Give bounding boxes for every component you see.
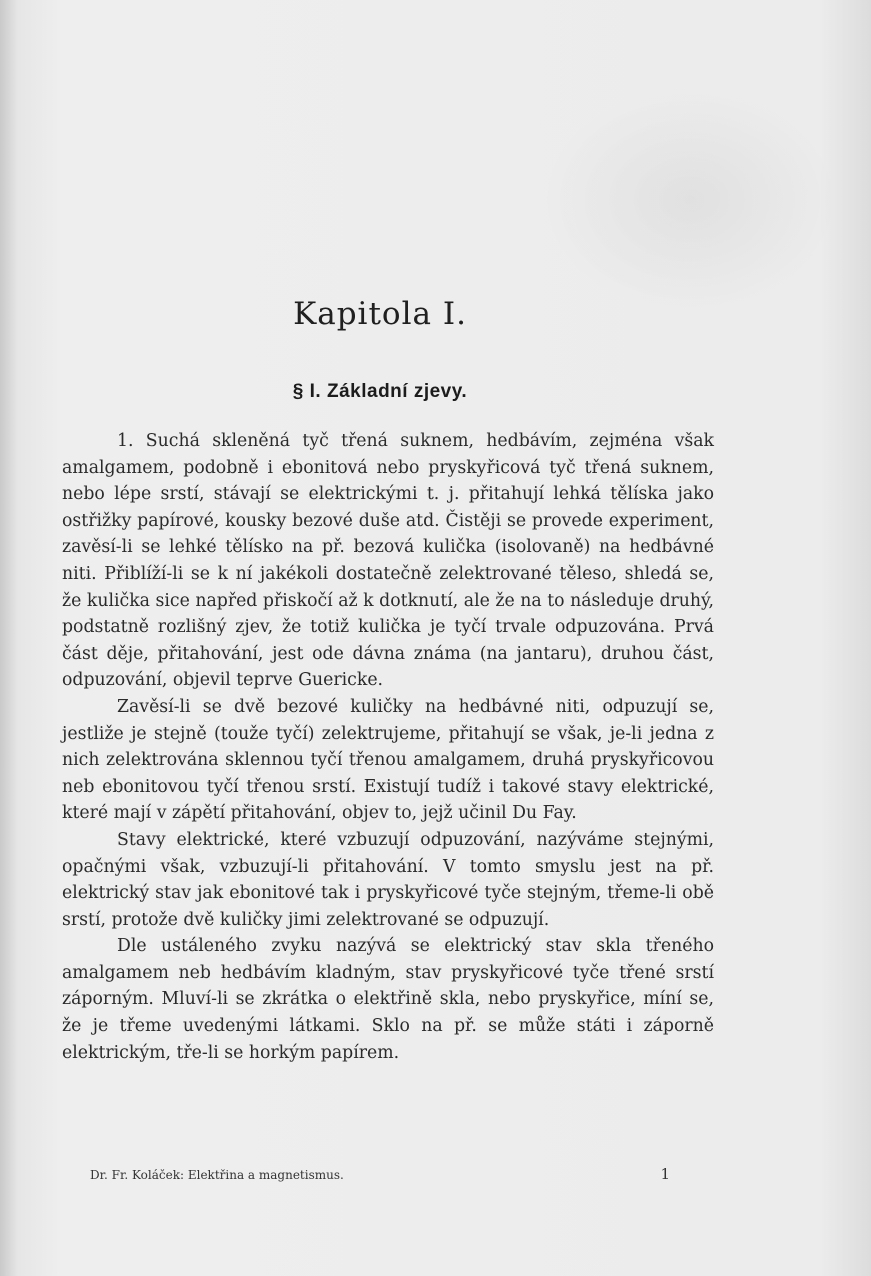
body-text bbox=[62, 428, 714, 1066]
bleed-through-shadow bbox=[540, 85, 840, 315]
chapter-title: Kapitola I. bbox=[293, 296, 467, 332]
paragraph-4: Dle ustáleného zvyku nazývá se elektrický stav skla třeného amalgamem neb hedbávím kladným, stav pryskyřicové tyče třené srstí záporným. Mluví-li se zkrátka o elektřině skla, nebo pryskyřice, míní se, že je třeme uvedenými látkami. Sklo na př. se může státi i záporně elektrickým, tře-li se horkým papírem. bbox=[62, 936, 714, 1063]
page-footer bbox=[90, 1165, 700, 1183]
paragraph-3: Stavy elektrické, které vzbuzují odpuzování, nazýváme stejnými, opačnými však, vzbuzují-li přitahování. V tomto smyslu jest na př. elektrický stav jak ebonitové tak i pryskyřicové tyče stejným, třeme-li obě srstí, protože dvě kuličky jimi zelektrované se odpuzují. bbox=[62, 829, 714, 930]
footer-citation: Dr. Fr. Koláček: Elektřina a magnetismus. bbox=[90, 1168, 344, 1182]
paragraph-1: 1. Suchá skleněná tyč třená suknem, hedbávím, zejména však amalgamem, podobně i ebonitová nebo pryskyřicová tyč třená suknem, nebo lépe srstí, stávají se elektrickými t. j. přitahují lehká tělíska jako ostřižky papírové, kousky bezové duše atd. Čistěji se provede experiment, zavěsí-li se lehké tělísko na př. bezová kulička (isolovaně) na hedbávné niti. Přiblíží-li se k ní jakékoli dostatečně zelektrované těleso, shledá se, že kulička sice napřed přiskočí až k dotknutí, ale že na to následuje druhý, podstatně rozlišný zjev, že totiž kulička je tyčí trvale odpuzována. Prvá část děje, přitahování, jest ode dávna známa (na jantaru), druhou část, odpuzování, objevil teprve Guericke. bbox=[62, 431, 714, 691]
paragraph-2: Zavěsí-li se dvě bezové kuličky na hedbávné niti, odpuzují se, jestliže je stejně (touže tyčí) zelektrujeme, přitahují se však, je-li jedna z nich zelektrována sklennou tyčí třenou amalgamem, druhá pryskyřicovou neb ebonitovou tyčí třenou srstí. Existují tudíž i takové stavy elektrické, které mají v zápětí přitahování, objev to, jejž učinil Du Fay. bbox=[62, 696, 714, 824]
section-heading: § I. Základní zjevy. bbox=[292, 381, 468, 402]
page-number: 1 bbox=[660, 1165, 670, 1183]
